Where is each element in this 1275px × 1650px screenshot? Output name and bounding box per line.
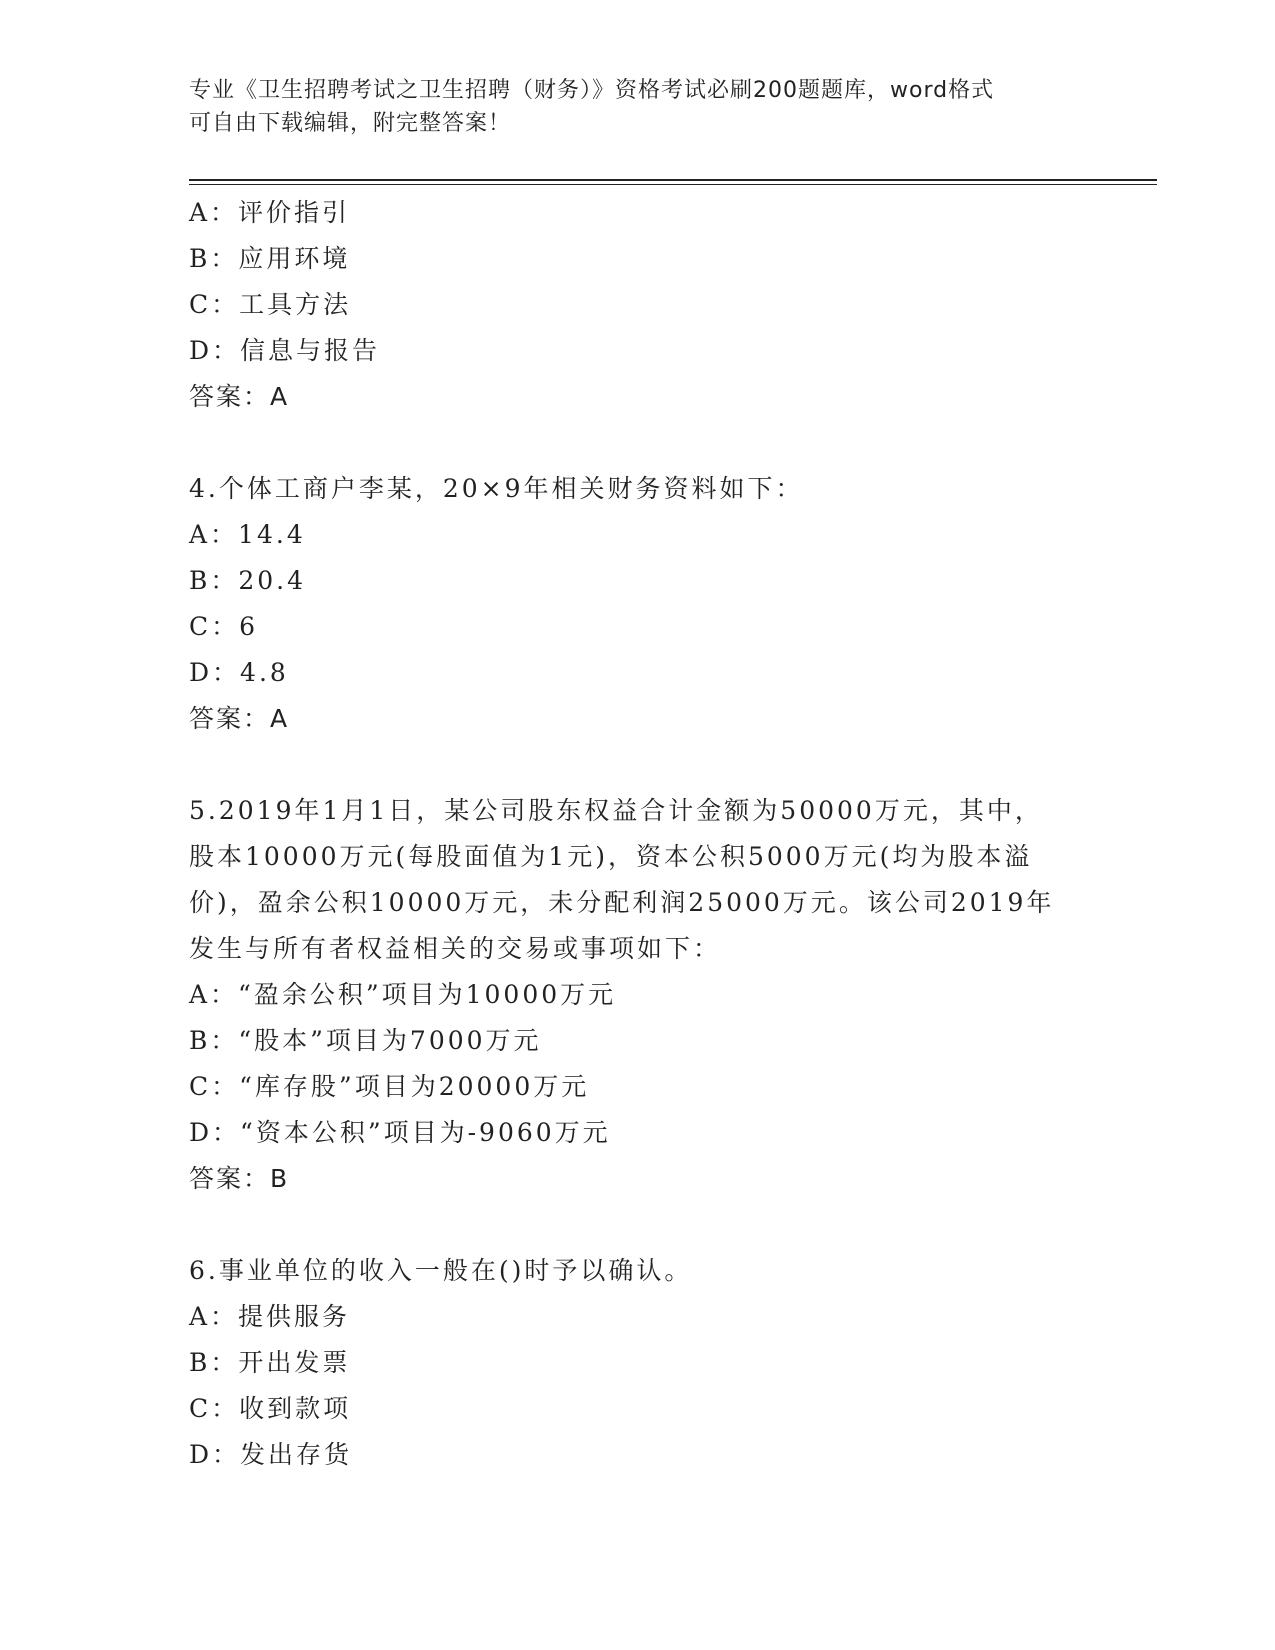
option-c: C：“库存股”项目为20000万元 (189, 1072, 590, 1101)
spacer (189, 420, 1089, 466)
option-d: D：4.8 (189, 658, 289, 687)
option-a: A：提供服务 (189, 1302, 351, 1331)
question-stem: 4.个体工商户李某，20×9年相关财务资料如下： (189, 474, 804, 503)
option-a: A：评价指引 (189, 198, 351, 227)
option-a: A：14.4 (189, 520, 306, 549)
question-stem-line-2: 股本10000万元(每股面值为1元)，资本公积5000万元(均为股本溢 (189, 842, 1033, 871)
option-d: D：发出存货 (189, 1440, 353, 1469)
header-title-line-1: 专业《卫生招聘考试之卫生招聘（财务）》资格考试必刷200题题库，word格式 (189, 78, 995, 103)
question-stem-line-4: 发生与所有者权益相关的交易或事项如下： (189, 934, 722, 963)
option-b: B：应用环境 (189, 244, 351, 273)
question-stem-line-1: 5.2019年1月1日，某公司股东权益合计金额为50000万元，其中， (189, 796, 1043, 825)
option-c: C：6 (189, 612, 259, 641)
answer-line: 答案：A (189, 382, 290, 411)
option-a: A：“盈余公积”项目为10000万元 (189, 980, 617, 1009)
option-c: C：工具方法 (189, 290, 352, 319)
question-6 (189, 1248, 1089, 1478)
option-c: C：收到款项 (189, 1394, 352, 1423)
header-divider-thin (189, 184, 1157, 185)
document-header (189, 74, 1069, 140)
spacer (189, 742, 1089, 788)
option-b: B：开出发票 (189, 1348, 351, 1377)
question-list (189, 190, 1089, 1478)
option-d: D：信息与报告 (189, 336, 381, 365)
question-stem: 6.事业单位的收入一般在()时予以确认。 (189, 1256, 693, 1285)
option-b: B：“股本”项目为7000万元 (189, 1026, 542, 1055)
spacer (189, 1202, 1089, 1248)
option-d: D：“资本公积”项目为-9060万元 (189, 1118, 611, 1147)
question-stem-line-3: 价)，盈余公积10000万元，未分配利润25000万元。该公司2019年 (189, 888, 1055, 917)
header-title-line-2: 可自由下载编辑，附完整答案！ (189, 111, 512, 136)
question-3 (189, 190, 1089, 420)
answer-line: 答案：B (189, 1164, 290, 1193)
answer-line: 答案：A (189, 704, 290, 733)
header-divider-thick (189, 179, 1157, 181)
question-5 (189, 788, 1089, 1202)
question-4 (189, 466, 1089, 742)
option-b: B：20.4 (189, 566, 307, 595)
